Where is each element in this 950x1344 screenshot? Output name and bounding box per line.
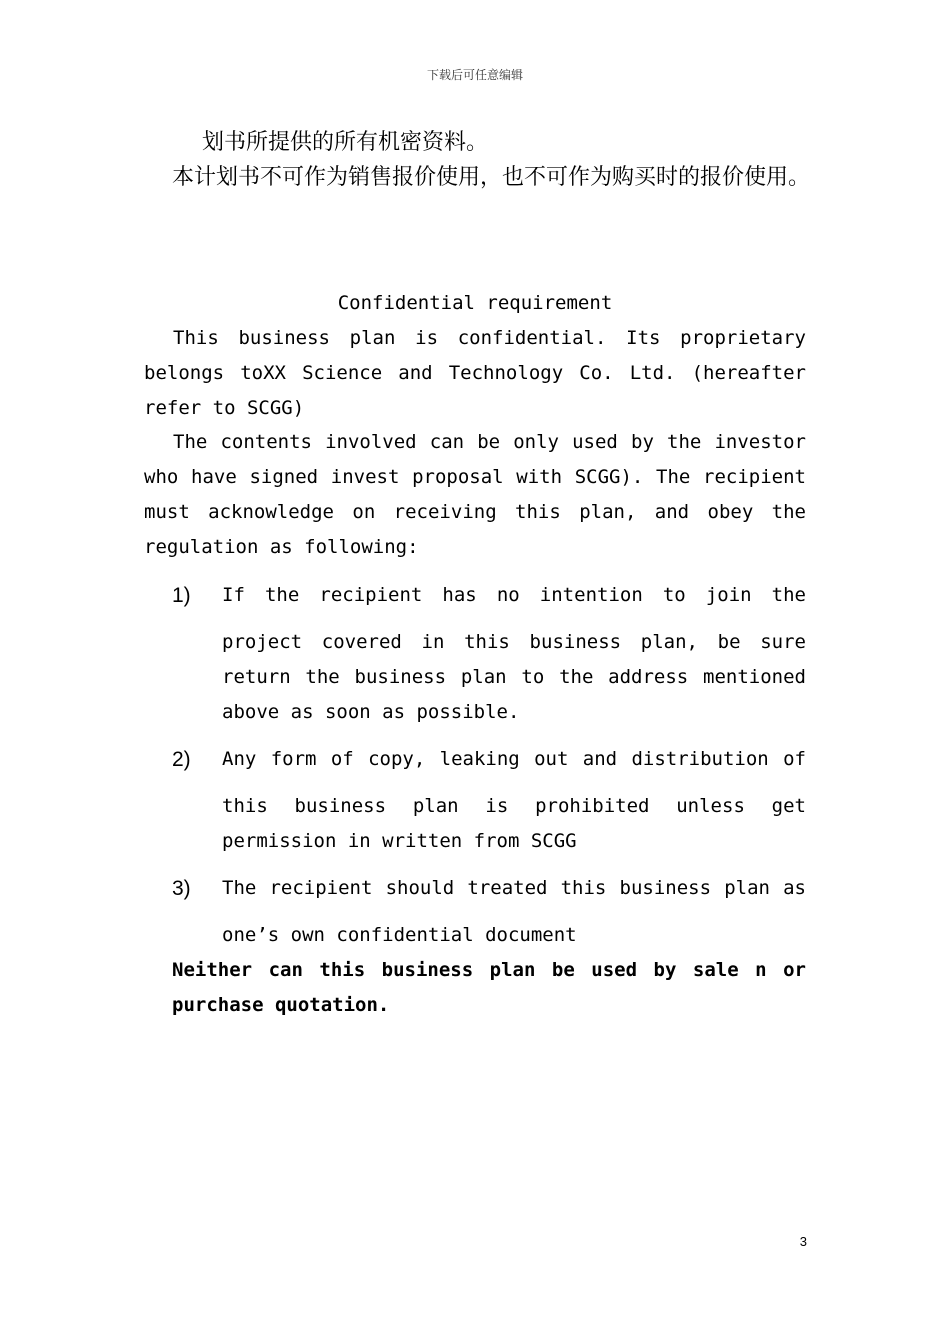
section-title: Confidential requirement [337,292,613,314]
closing-statement: Neither can this business plan be used by sale n or purchase quotation. [172,959,806,1016]
chinese-line: 划书所提供的所有机密资料。 [202,130,489,155]
list-number: 2) [172,748,191,771]
chinese-paragraph: 本计划书不可作为销售报价使用，也不可作为购买时的报价使用。 [172,165,811,190]
list-first-line: If the recipient has no intention to join the [222,584,806,606]
list-text [222,742,806,859]
list-text [222,871,806,953]
list-number: 1) [172,584,191,607]
paragraph-proprietary: This business plan is confidential. Its proprietary belongs toXX Science and Technology Co. Ltd. (hereafter refer to SCGG) [144,327,806,419]
paragraph-contents: The contents involved can be only used by the investor who have signed invest proposal with SCGG). The recipient must acknowledge on receiving this plan, and obey the regulation as following: [144,431,806,558]
list-continuation: this business plan is prohibited unless get permission in written from SCGG [222,795,806,852]
list-first-line: Any form of copy, leaking out and distribution of [222,748,806,770]
list-continuation: one’s own confidential document [222,924,577,946]
list-number: 3) [172,877,191,900]
page-number: 3 [799,1234,807,1249]
list-text [222,578,806,730]
list-continuation: project covered in this business plan, be sure return the business plan to the address mentioned above as soon as possible. [222,631,806,723]
header-note: 下载后可任意编辑 [426,68,523,82]
list-first-line: The recipient should treated this business plan as [222,877,806,899]
